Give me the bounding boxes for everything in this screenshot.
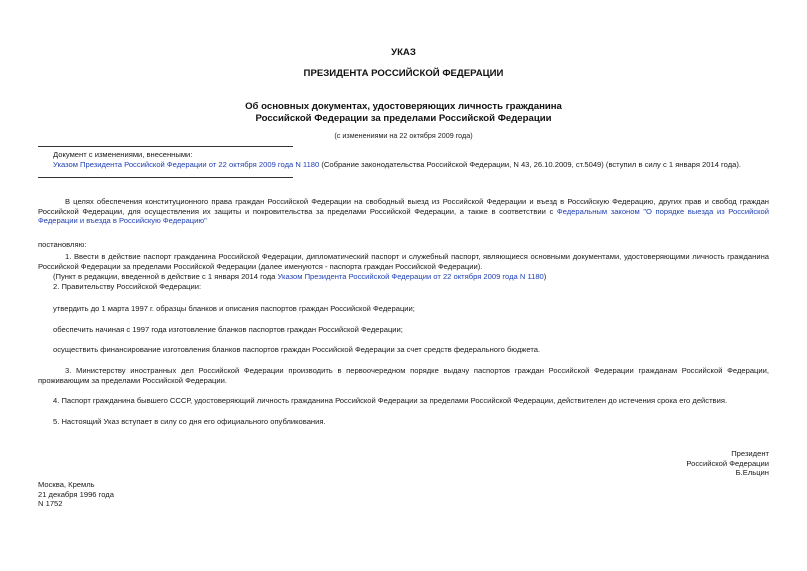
clause-3: 3. Министерству иностранных дел Российской Федерации производить в первоочередном порядке выдачу паспортов граждан Российской Федерации гражданам Российской Федерации, проживающим за пределами Российской Федерации.: [38, 366, 769, 385]
signature-title: Президент: [731, 449, 769, 458]
amendments-tail: (Собрание законодательства Российской Федерации, N 43, 26.10.2009, ст.5049) (вступил в силу с 1 января 2014 года).: [319, 159, 741, 169]
signature-name: Б.Ельцин: [735, 468, 769, 478]
amendments-link[interactable]: Указом Президента Российской Федерации от 22 октября 2009 года N 1180: [53, 159, 320, 169]
federal-law-link[interactable]: Федеральным законом "О порядке выезда из Российской Федерации и въезда в Российскую Федерацию": [38, 206, 769, 226]
doc-title-line2: Российской Федерации за пределами Российской Федерации: [255, 113, 552, 124]
place: Москва, Кремль: [38, 480, 95, 489]
preamble-text: В целях обеспечения конституционного права граждан Российской Федерации на свободный выезд из Российской Федерации и въезд в Российскую Федерацию, других прав и свобод граждан Российской Федерации, для осуществления их защиты и покровительства за пределами Российской Федерации, а также в соответствии с: [38, 197, 769, 216]
preamble-paragraph: [38, 197, 769, 226]
clause-2-item-b: обеспечить начиная с 1997 года изготовление бланков паспортов граждан Российской Федерации;: [53, 325, 403, 334]
amendments-text: [53, 160, 773, 170]
date: 21 декабря 1996 года: [38, 489, 114, 499]
clause-2-item-a: утвердить до 1 марта 1997 г. образцы бланков и описания паспортов граждан Российской Федерации;: [53, 304, 415, 313]
clause-1-note-link[interactable]: Указом Президента Российской Федерации от 22 октября 2009 года N 1180: [277, 272, 544, 281]
clause-4: 4. Паспорт гражданина бывшего СССР, удостоверяющий личность гражданина Российской Федерации за пределами Российской Федерации, действителен до истечения срока его действия.: [53, 396, 728, 405]
clause-1-note: [53, 272, 773, 282]
amendments-bottom-rule: [38, 177, 293, 178]
amended-note: (с изменениями на 22 октября 2009 года): [334, 131, 473, 140]
clause-2-item-c: осуществить финансирование изготовления бланков паспортов граждан Российской Федерации за счет средств федерального бюджета.: [53, 345, 541, 354]
amendments-intro: Документ с изменениями, внесенными:: [53, 150, 193, 159]
clause-1-note-close: ): [543, 272, 547, 281]
doc-type-heading: УКАЗ: [391, 47, 416, 58]
clause-1: 1. Ввести в действие паспорт гражданина Российской Федерации, дипломатический паспорт и служебный паспорт, являющиеся основными документами, удостоверяющими личность гражданина Российской Федерации за пределами Российской Федерации (далее именуются - паспорта граждан Российской Федерации).: [38, 252, 769, 271]
place-date-block: [38, 480, 114, 509]
signature-block: [560, 449, 769, 478]
issuer-heading: ПРЕЗИДЕНТА РОССИЙСКОЙ ФЕДЕРАЦИИ: [303, 68, 504, 79]
doc-title-line1: Об основных документах, удостоверяющих личность гражданина: [245, 101, 562, 112]
signature-country: Российской Федерации: [686, 458, 769, 468]
postanovlyayu-text: постановляю:: [38, 240, 87, 249]
clause-5: 5. Настоящий Указ вступает в силу со дня его официального опубликования.: [53, 417, 326, 426]
clause-2: 2. Правительству Российской Федерации:: [53, 282, 202, 291]
amendments-top-rule: [38, 146, 293, 147]
clause-1-note-text: (Пункт в редакции, введенной в действие с 1 января 2014 года: [53, 272, 278, 281]
decree-number: N 1752: [38, 499, 63, 509]
amendments-block: [53, 150, 773, 169]
